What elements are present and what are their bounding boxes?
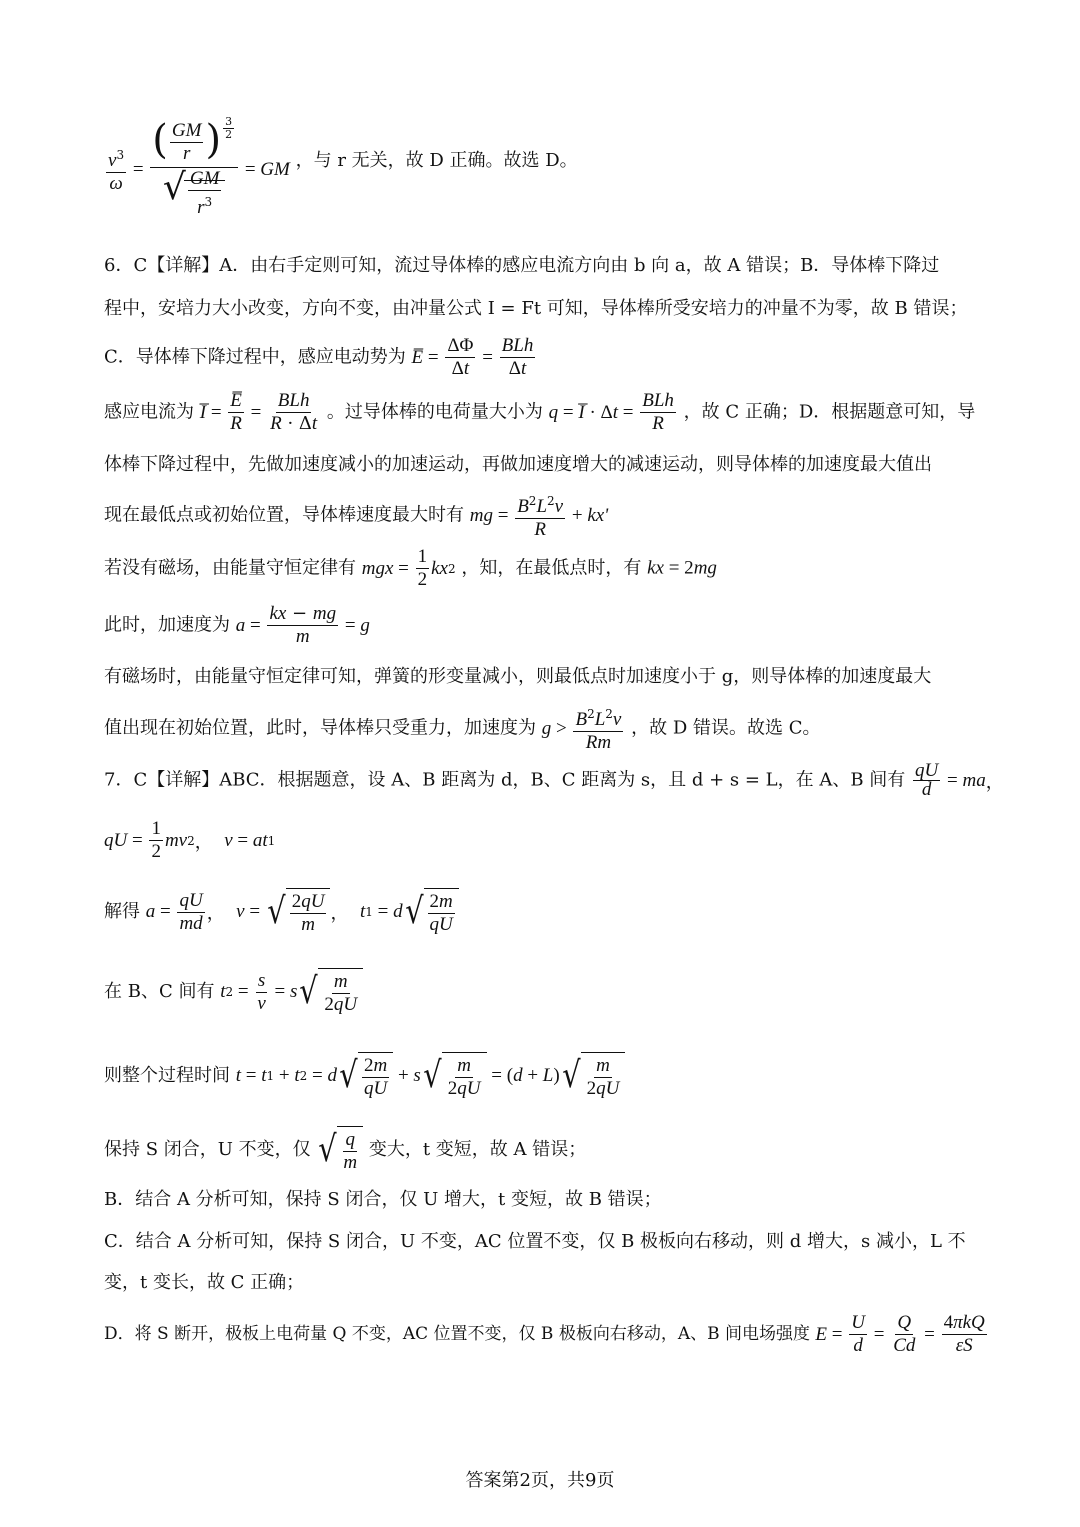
current-formula: I̅ = $\frac{E̅}{R}$ = $\frac{\text{BLh}}{R \cdot \Delta t}$	[199, 390, 318, 434]
q6-line3: C．导体棒下降过程中，感应电动势为 E̅ = $\frac{\Delta\Phi}{\Delta t}$ = $\frac{\text{BLh}}{\Delta t}$	[104, 335, 980, 380]
emf-formula: E̅ = $\frac{\Delta\Phi}{\Delta t}$ = $\frac{\text{BLh}}{\Delta t}$	[411, 335, 534, 379]
intro-formula-line	[104, 115, 980, 219]
q6-line4: 感应电流为 I̅ = $\frac{E̅}{R}$ = $\frac{\text{BLh}}{R \cdot \Delta t}$ 。过导体棒的电荷量大小为 q = I̅ · Δ t = $\frac{\text{BLh}}{R}$ ，故 C 正确；D．根据题意可知，导	[104, 390, 976, 434]
q7-line4: 在 B、C 间有 t 2 = $\frac{s}{v}$ = s √ $\frac{m}{2qU}$	[104, 968, 980, 1016]
kinetic-formula: qU = $\frac{1}{2}$ mv 2 ， v = at 1	[104, 818, 276, 862]
q6-line8: 此时，加速度为 a = $\frac{kx - mg}{m}$ = g	[104, 603, 370, 647]
q6-line9: 有磁场时，由能量守恒定律可知，弹簧的形变量减小，则最低点时加速度小于 g，则导体棒的加速度最大	[104, 666, 932, 687]
q7-line10: D．将 S 断开，极板上电荷量 Q 不变，AC 位置不变，仅 B 极板向右移动，A、B 间电场强度 E = $\frac{U}{d}$ = $\frac{Q}{Cd}$ = $\frac{\text{4πkQ}}{\varepsilon S}$	[104, 1312, 980, 1357]
q7-line9: 变，t 变长，故 C 正确；	[104, 1272, 305, 1293]
q6-line6: 现在最低点或初始位置，导体棒速度最大时有 mg = $\frac{B^2L^2v}{R}$ + kx'	[104, 490, 980, 541]
q7-line7: B．结合 A 分析可知，保持 S 闭合，仅 U 增大，t 变短，故 B 错误；	[104, 1189, 662, 1210]
q-over-m-formula: √ $\frac{q}{m}$	[316, 1126, 363, 1174]
q6-line7: 若没有磁场，由能量守恒定律有 mgx = $\frac{1}{2}$ kx 2 ，知，在最低点时，有 kx = 2mg	[104, 546, 717, 590]
solution-formulas: a = $\frac{qU}{md}$ ， v = √ $\frac{2qU}{m}$ ， t 1 = d √ $\frac{2m}{qU}$	[146, 888, 459, 936]
q7-line1: 7．C【详解】ABC．根据题意，设 A、B 距离为 d，B、C 距离为 s，且 d + s = L，在 A、B 间有 $\frac{qU}{d}$ = ma ，	[104, 760, 1004, 800]
force-formula: $\frac{qU}{d}$ = ma ，	[915, 760, 1004, 800]
kx-formula: kx	[647, 557, 664, 579]
q7-line6: 保持 S 闭合，U 不变，仅 √ $\frac{q}{m}$ 变大，t 变短，故 A 错误；	[104, 1126, 980, 1174]
energy-formula: mgx = $\frac{1}{2}$ kx 2	[361, 546, 456, 590]
total-time-formula: t = t 1 + t 2 = d √ $\frac{2m}{qU}$ + s √ $\frac{m}{2qU}$ = ( d + L ) √ $\frac{m}{2qU}$	[236, 1052, 626, 1100]
max-speed-formula: mg = $\frac{B^2L^2v}{R}$ + kx'	[470, 490, 609, 541]
intro-formula: $\frac{v^3}{\omega}$ = ( $\frac{GM}{r}$ ) $\frac{3}{2}$ √ $\frac{GM}{r^3}$ = GM	[108, 115, 290, 218]
accel-formula: a = $\frac{kx - mg}{m}$ = g	[235, 603, 370, 647]
q6-line1: 6．C【详解】A．由右手定则可知，流过导体棒的感应电流方向由 b 向 a，故 A 错误；B．导体棒下降过	[104, 255, 940, 276]
q6-line2: 程中，安培力大小改变，方向不变，由冲量公式 I = Ft 可知，导体棒所受安培力的冲量不为零，故 B 错误；	[104, 298, 968, 319]
accel-ineq-formula: g > $\frac{B^2L^2v}{Rm}$	[542, 703, 626, 754]
q7-line5: 则整个过程时间 t = t 1 + t 2 = d √ $\frac{2m}{qU}$ + s √ $\frac{m}{2qU}$ = ( d + L ) √ $\frac{m}{2qU}$	[104, 1052, 980, 1100]
page-footer: 答案第2页，共9页	[465, 1470, 615, 1491]
q6-line5: 体棒下降过程中，先做加速度减小的加速运动，再做加速度增大的减速运动，则导体棒的加速度最大值出	[104, 454, 932, 475]
q7-line3: 解得 a = $\frac{qU}{md}$ ， v = √ $\frac{2qU}{m}$ ， t 1 = d √ $\frac{2m}{qU}$	[104, 888, 980, 936]
charge-formula: q = I̅ · Δ t = $\frac{\text{BLh}}{R}$	[548, 390, 674, 434]
intro-text: ，与 r 无关，故 D 正确。故选 D。	[295, 150, 578, 171]
q6-line10: 值出现在初始位置，此时，导体棒只受重力，加速度为 g > $\frac{B^2L^2v}{Rm}$ ，故 D 错误。故选 C。	[104, 703, 980, 754]
field-strength-formula: E = $\frac{U}{d}$ = $\frac{Q}{Cd}$ = $\frac{\text{4πkQ}}{\varepsilon S}$	[815, 1312, 985, 1356]
q7-line2	[104, 818, 980, 863]
q7-line8: C．结合 A 分析可知，保持 S 闭合，U 不变，AC 位置不变，仅 B 极板向右移动，则 d 增大，s 减小，L 不	[104, 1231, 966, 1252]
t2-formula: t 2 = $\frac{s}{v}$ = s √ $\frac{m}{2qU}$	[220, 968, 363, 1016]
